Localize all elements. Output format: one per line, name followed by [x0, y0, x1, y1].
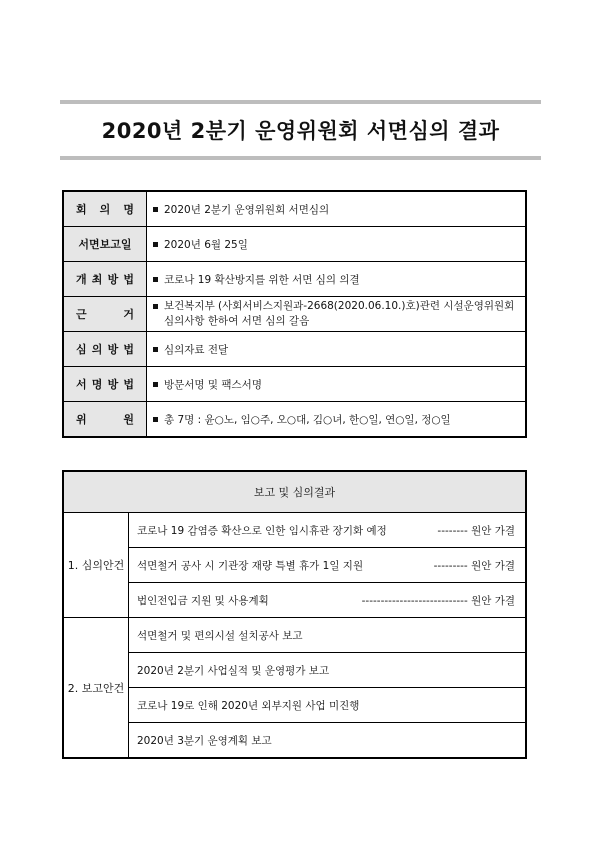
report-header: 보고 및 심의결과: [63, 471, 526, 513]
value-review-method: 심의자료 전달: [147, 332, 527, 367]
report-table: [62, 470, 527, 759]
info-row-report-date: [63, 227, 526, 262]
info-row-basis: [63, 297, 526, 332]
label-basis: 근 거: [63, 297, 147, 332]
label-members: 위 원: [63, 402, 147, 438]
title-box: [60, 100, 541, 160]
bullet-icon: [153, 277, 158, 282]
table-row: [63, 618, 526, 653]
label-meeting-name: 회 의 명: [63, 191, 147, 227]
info-row-sign-method: [63, 367, 526, 402]
value-method: 코로나 19 확산방지를 위한 서면 심의 의결: [147, 262, 527, 297]
report-item: 코로나 19로 인해 2020년 외부지원 사업 미진행: [129, 688, 527, 723]
info-table: [62, 190, 527, 438]
deliberation-item: 법인전입금 지원 및 사용계획 ---------------------------- 원안 가결: [129, 583, 527, 618]
value-members: 총 7명 : 윤○노, 임○주, 오○대, 김○녀, 한○일, 연○일, 정○일: [147, 402, 527, 438]
report-item: 석면철거 및 편의시설 설치공사 보고: [129, 618, 527, 653]
label-report-date: 서면보고일: [63, 227, 147, 262]
value-sign-method: 방문서명 및 팩스서명: [147, 367, 527, 402]
bullet-icon: [153, 242, 158, 247]
table-row: [63, 583, 526, 618]
info-row-review-method: [63, 332, 526, 367]
bullet-icon: [153, 304, 158, 309]
bullet-icon: [153, 382, 158, 387]
info-row-method: [63, 262, 526, 297]
section-reports: 2. 보고안건: [63, 618, 129, 759]
document-title: 2020년 2분기 운영위원회 서면심의 결과: [101, 119, 500, 143]
table-row: [63, 723, 526, 759]
table-row: [63, 653, 526, 688]
table-row: [63, 688, 526, 723]
table-row: [63, 548, 526, 583]
bullet-icon: [153, 207, 158, 212]
deliberation-item: 코로나 19 감염증 확산으로 인한 임시휴관 장기화 예정 -------- 원안 가결: [129, 513, 527, 548]
bullet-icon: [153, 417, 158, 422]
info-row-meeting-name: [63, 191, 526, 227]
section-deliberation: 1. 심의안건: [63, 513, 129, 618]
value-report-date: 2020년 6월 25일: [147, 227, 527, 262]
label-sign-method: 서 명 방 법: [63, 367, 147, 402]
table-row: [63, 513, 526, 548]
info-row-members: [63, 402, 526, 438]
label-method: 개 최 방 법: [63, 262, 147, 297]
report-item: 2020년 3분기 운영계획 보고: [129, 723, 527, 759]
label-review-method: 심 의 방 법: [63, 332, 147, 367]
deliberation-item: 석면철거 공사 시 기관장 재량 특별 휴가 1일 지원 --------- 원안 가결: [129, 548, 527, 583]
bullet-icon: [153, 347, 158, 352]
report-item: 2020년 2분기 사업실적 및 운영평가 보고: [129, 653, 527, 688]
value-meeting-name: 2020년 2분기 운영위원회 서면심의: [147, 191, 527, 227]
value-basis: 보건복지부 (사회서비스지원과-2668(2020.06.10.)호)관련 시설운영위원회 심의사항 한하여 서면 심의 갈음: [147, 297, 527, 332]
